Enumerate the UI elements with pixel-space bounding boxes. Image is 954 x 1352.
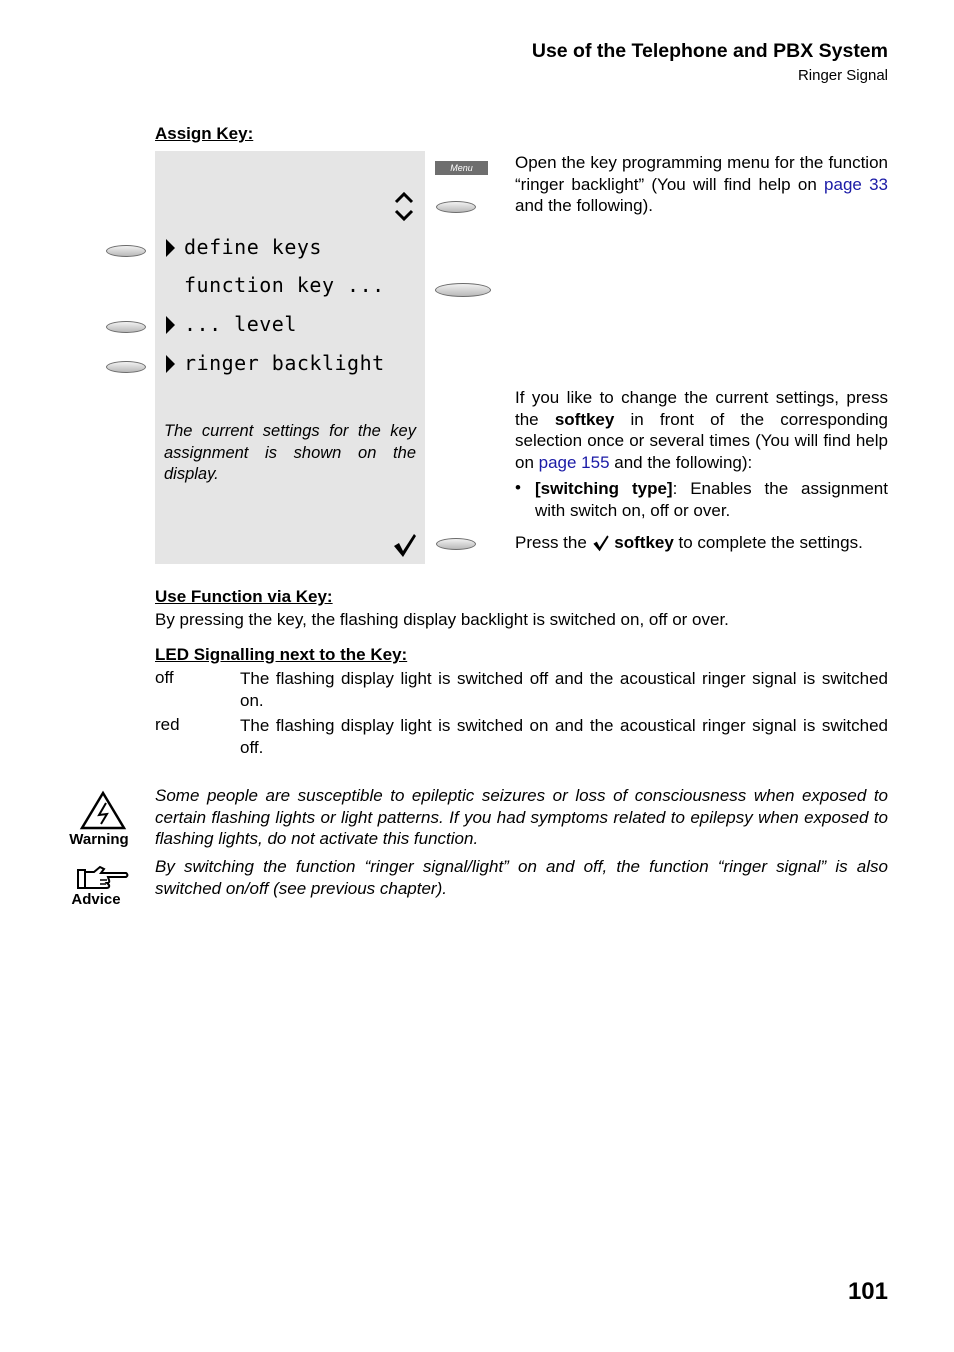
assign-key-heading: Assign Key:	[155, 124, 254, 143]
warning-label: Warning	[69, 831, 129, 848]
advice-label: Advice	[71, 891, 121, 908]
display-line-level: ... level	[184, 312, 297, 336]
selector-arrow-icon	[166, 355, 175, 373]
switching-type-label: [switching type]	[535, 479, 673, 498]
confirm-softkey-bold: softkey	[614, 533, 674, 552]
pointing-hand-icon	[76, 864, 130, 892]
switching-type-text: : Enables the assignment with switch on, off or over.	[535, 479, 888, 520]
confirm-text-after: to complete the settings.	[673, 533, 863, 552]
display-line-function-key: function key ...	[184, 273, 385, 297]
open-menu-text: Open the key programming menu for the function “ringer backlight” (You will find help on	[515, 153, 888, 194]
confirm-key[interactable]	[436, 538, 476, 550]
confirm-instruction	[515, 532, 863, 554]
checkmark-icon	[592, 534, 610, 552]
checkmark-icon	[392, 532, 418, 558]
open-menu-instruction	[515, 152, 888, 217]
change-settings-text-mid: in front of the corresponding selection once or several times (You will find help on	[515, 409, 888, 472]
page-155-link[interactable]: page 155	[538, 452, 610, 472]
use-function-text: By pressing the key, the flashing display backlight is switched on, off or over.	[155, 610, 729, 629]
selector-arrow-icon	[166, 316, 175, 334]
warning-text: Some people are susceptible to epileptic seizures or loss of consciousness when exposed to certain flashing lights or light patterns. If you had symptoms related to epilepsy when exposed to flashing lights, do not activate this function.	[155, 786, 888, 848]
change-settings-text-end: and the following):	[609, 452, 753, 472]
led-text-off: The flashing display light is switched off and the acoustical ringer signal is switched on.	[240, 669, 888, 710]
softkey-bold: softkey	[554, 409, 615, 429]
up-down-arrows-icon	[393, 190, 415, 224]
left-softkey-2[interactable]	[106, 321, 146, 333]
confirm-text-before: Press the	[515, 533, 592, 552]
display-note: The current settings for the key assignment is shown on the display.	[164, 422, 416, 483]
scroll-key[interactable]	[436, 201, 476, 213]
selector-arrow-icon	[166, 239, 175, 257]
led-heading: LED Signalling next to the Key:	[155, 645, 408, 664]
open-menu-text-end: and the following).	[515, 196, 653, 215]
led-label-red: red	[155, 715, 180, 734]
page-header-title: Use of the Telephone and PBX System	[531, 40, 888, 62]
display-line-define-keys: define keys	[184, 235, 322, 259]
advice-text: By switching the function “ringer signal/light” on and off, the function “ringer signal” is also switched on/off (see previous chapter).	[155, 857, 888, 898]
page-header-subtitle: Ringer Signal	[797, 67, 888, 84]
left-softkey-3[interactable]	[106, 361, 146, 373]
right-softkey-wide[interactable]	[435, 283, 491, 297]
bullet-dot: •	[515, 478, 521, 497]
left-softkey-1[interactable]	[106, 245, 146, 257]
change-settings-instruction	[515, 387, 888, 473]
use-function-heading: Use Function via Key:	[155, 587, 333, 606]
change-settings-text: If you like to change the current settings, press the	[515, 388, 888, 429]
warning-triangle-icon	[79, 790, 127, 830]
menu-key[interactable]: Menu	[435, 161, 488, 175]
page-number: 101	[847, 1278, 888, 1305]
page-33-link[interactable]: page 33	[824, 174, 889, 194]
led-label-off: off	[155, 668, 174, 687]
led-text-red: The flashing display light is switched on and the acoustical ringer signal is switched off.	[240, 716, 888, 757]
display-line-ringer-backlight: ringer backlight	[184, 351, 385, 375]
